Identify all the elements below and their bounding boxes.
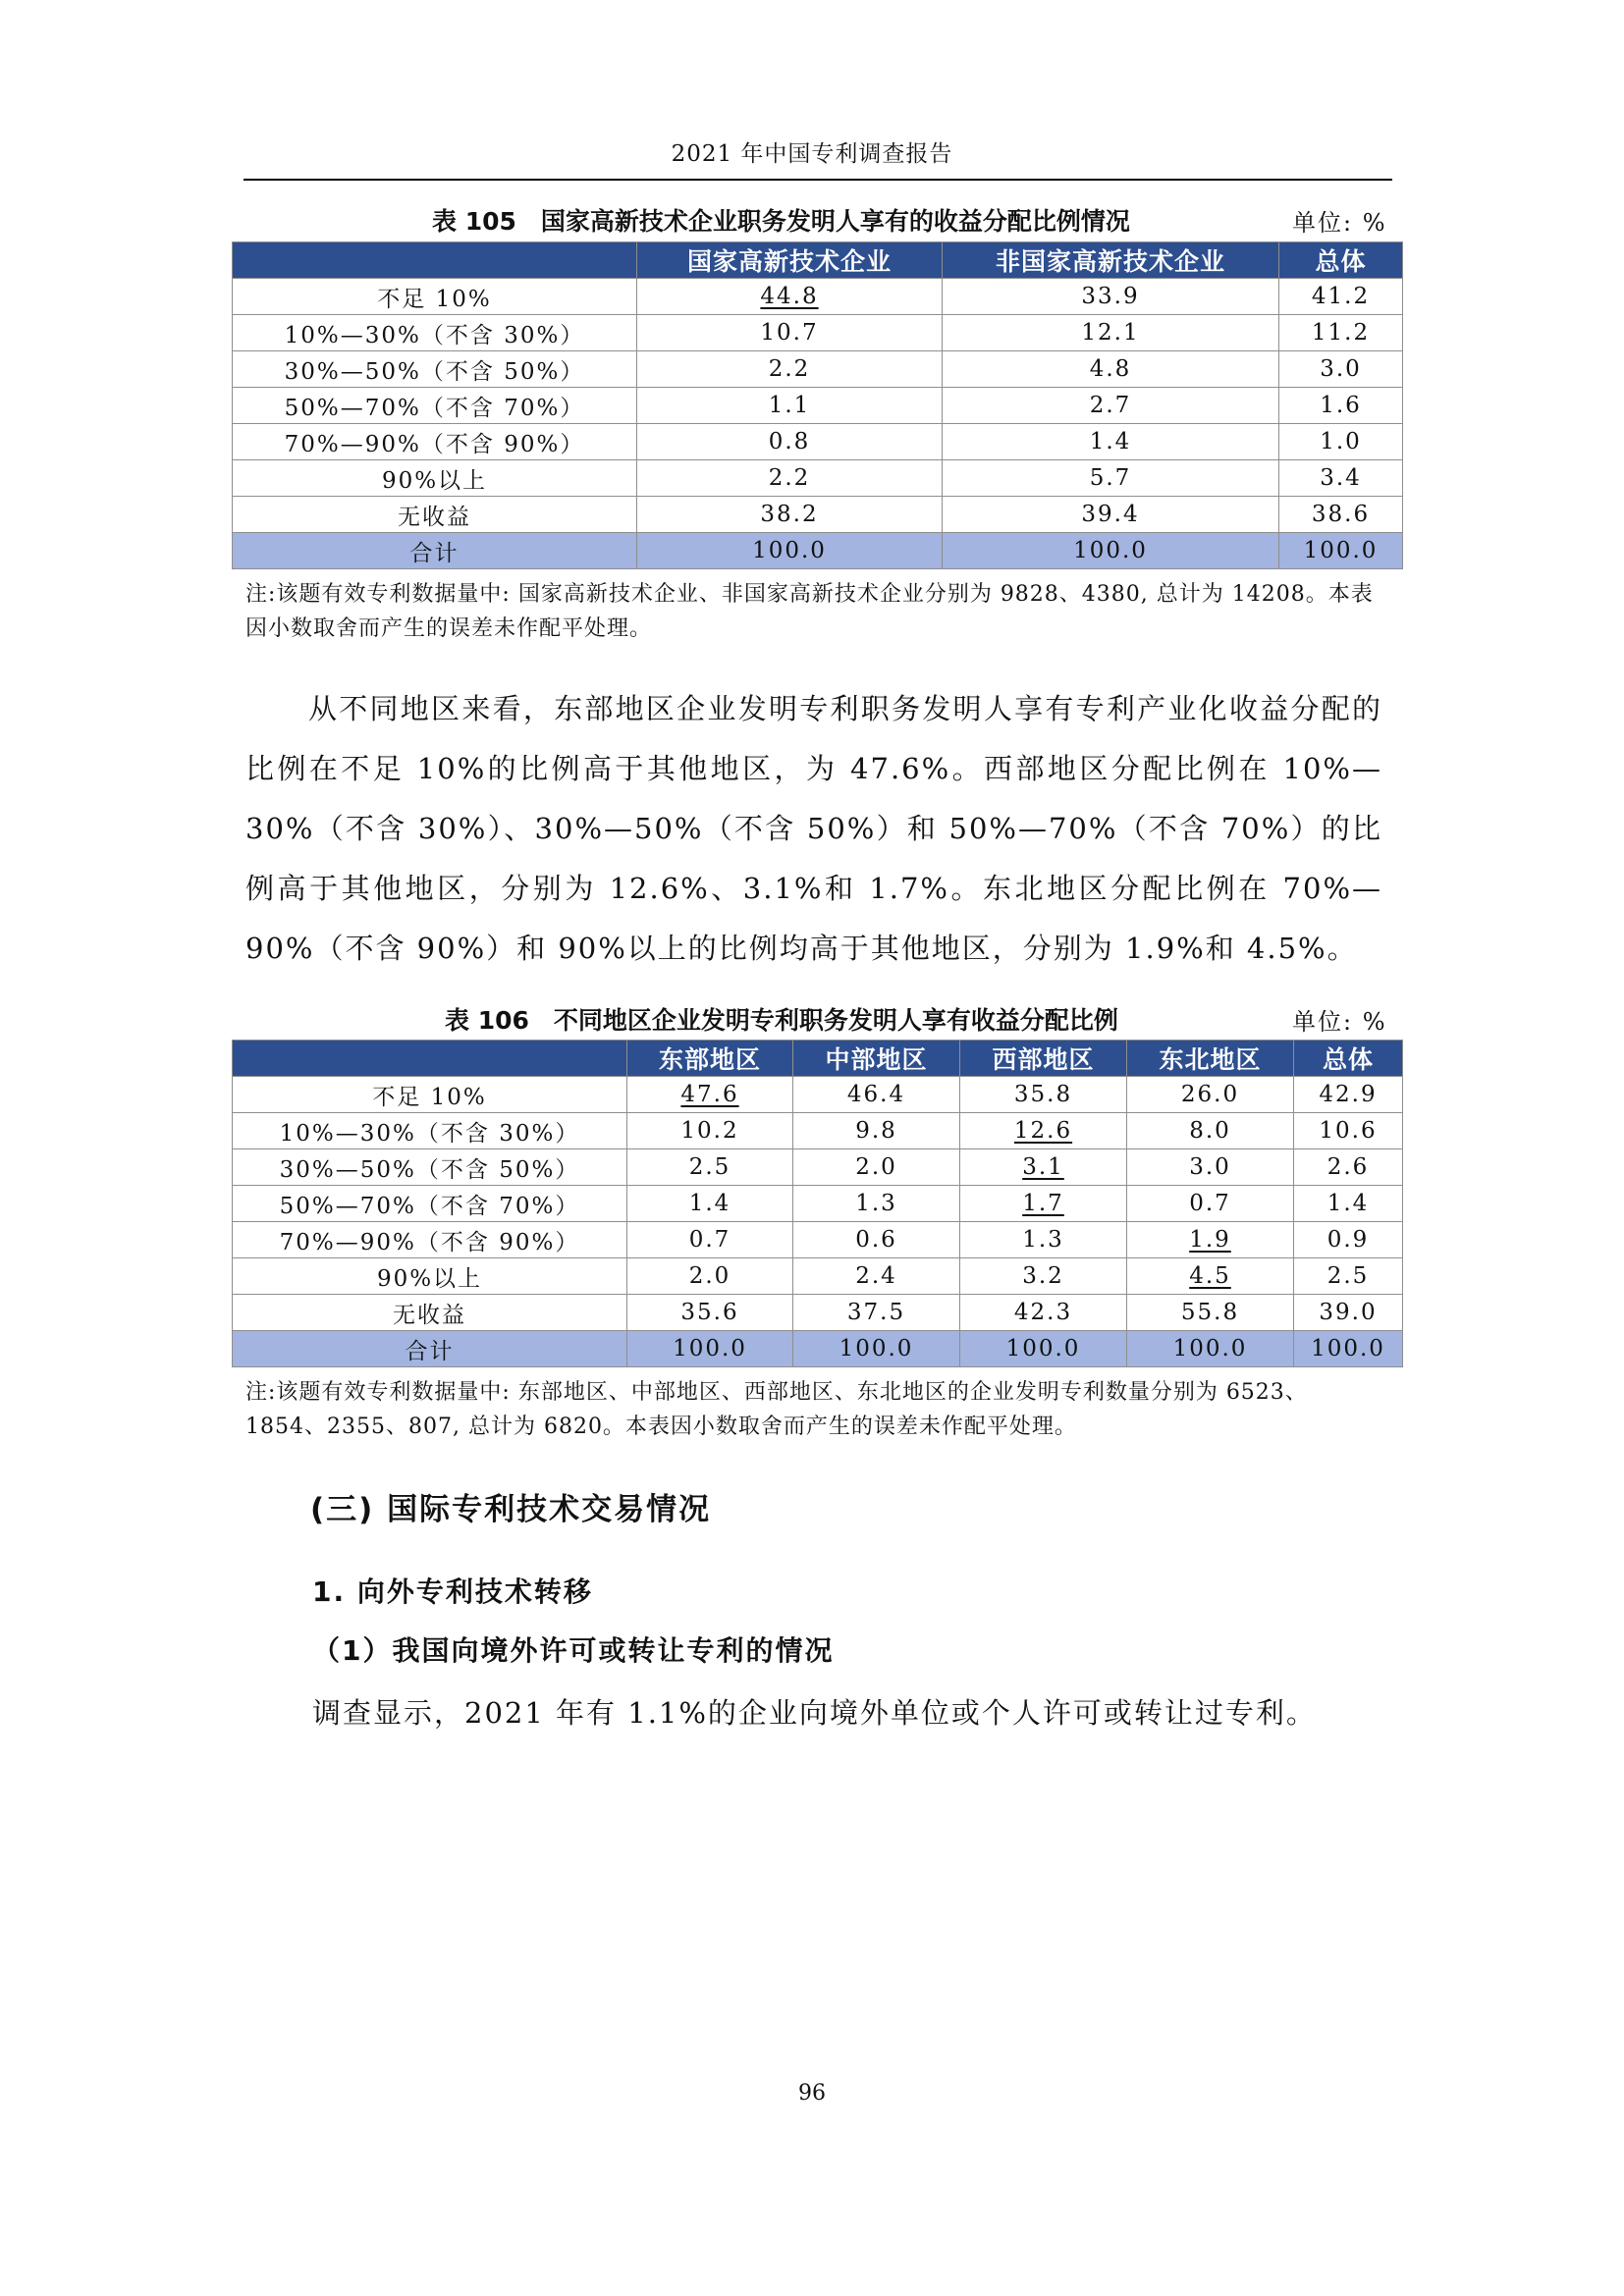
table-cell: 8.0 (1127, 1113, 1294, 1149)
table-cell: 2.6 (1294, 1149, 1403, 1186)
column-header: 非国家高新技术企业 (943, 242, 1279, 279)
table-row (233, 1258, 1403, 1295)
page-number: 96 (798, 2081, 826, 2106)
table-cell: 100.0 (627, 1331, 793, 1367)
table-cell: 0.8 (637, 424, 943, 460)
row-label: 50%—70%（不含 70%） (233, 388, 637, 424)
table-cell: 100.0 (637, 533, 943, 569)
table-row (233, 315, 1403, 351)
table-cell: 2.5 (627, 1149, 793, 1186)
table-106-unit: 单位: % (1292, 1008, 1387, 1036)
highlighted-value: 1.7 (1022, 1191, 1064, 1216)
table-cell: 33.9 (943, 279, 1279, 315)
table-header-row (233, 242, 1403, 279)
subsection-heading: 1. 向外专利技术转移 (312, 1575, 593, 1608)
table-cell: 41.2 (1279, 279, 1403, 315)
header-rule (244, 179, 1392, 181)
column-header: 西部地区 (960, 1041, 1127, 1077)
table-105-note: 注:该题有效专利数据量中: 国家高新技术企业、非国家高新技术企业分别为 9828、4380, 总计为 14208。本表因小数取舍而产生的误差未作配平处理。 (245, 582, 1374, 641)
row-label: 10%—30%（不含 30%） (233, 1113, 627, 1149)
table-cell: 1.4 (1294, 1186, 1403, 1222)
table-cell: 10.6 (1294, 1113, 1403, 1149)
table-row (233, 1113, 1403, 1149)
table-cell: 38.2 (637, 497, 943, 533)
table-cell: 100.0 (793, 1331, 960, 1367)
table-cell: 39.0 (1294, 1295, 1403, 1331)
row-label: 30%—50%（不含 50%） (233, 351, 637, 388)
table-cell: 2.2 (637, 460, 943, 497)
row-label: 70%—90%（不含 90%） (233, 1222, 627, 1258)
section-text: 调查显示，2021 年有 1.1%的企业向境外单位或个人许可或转让过专利。 (312, 1696, 1317, 1730)
row-label: 90%以上 (233, 1258, 627, 1295)
table-cell: 0.6 (793, 1222, 960, 1258)
table-105-caption: 表 105 国家高新技术企业职务发明人享有的收益分配比例情况 (432, 207, 1130, 236)
table-row (233, 1222, 1403, 1258)
table-cell: 0.9 (1294, 1222, 1403, 1258)
table-cell: 100.0 (1294, 1331, 1403, 1367)
table-cell: 9.8 (793, 1113, 960, 1149)
table-cell: 42.9 (1294, 1077, 1403, 1113)
highlighted-value: 44.8 (760, 284, 819, 309)
table-cell: 1.6 (1279, 388, 1403, 424)
column-header: 中部地区 (793, 1041, 960, 1077)
table-row (233, 351, 1403, 388)
table-cell (627, 1077, 793, 1113)
table-106-note: 注:该题有效专利数据量中: 东部地区、中部地区、西部地区、东北地区的企业发明专利数量分别为 6523、1854、2355、807, 总计为 6820。本表因小数取舍而产生的误差未作配平处理。 (245, 1380, 1308, 1439)
table-cell: 10.7 (637, 315, 943, 351)
highlighted-value: 3.1 (1022, 1154, 1064, 1180)
column-header: 总体 (1294, 1041, 1403, 1077)
highlighted-value: 4.5 (1189, 1263, 1231, 1289)
table-cell: 26.0 (1127, 1077, 1294, 1113)
table-cell (960, 1149, 1127, 1186)
table-cell: 37.5 (793, 1295, 960, 1331)
row-label: 30%—50%（不含 50%） (233, 1149, 627, 1186)
table-row (233, 1149, 1403, 1186)
row-label: 不足 10% (233, 1077, 627, 1113)
table-cell: 100.0 (1279, 533, 1403, 569)
table-cell: 100.0 (1127, 1331, 1294, 1367)
total-row (233, 1331, 1403, 1367)
table-row (233, 424, 1403, 460)
table-cell: 2.0 (627, 1258, 793, 1295)
table-row (233, 279, 1403, 315)
table-cell: 5.7 (943, 460, 1279, 497)
table-cell (1127, 1258, 1294, 1295)
table-cell: 3.4 (1279, 460, 1403, 497)
table-cell: 2.4 (793, 1258, 960, 1295)
table-cell: 1.4 (627, 1186, 793, 1222)
row-label: 合计 (233, 533, 637, 569)
table-cell: 46.4 (793, 1077, 960, 1113)
table-cell: 3.0 (1279, 351, 1403, 388)
column-header (233, 242, 637, 279)
table-cell: 35.6 (627, 1295, 793, 1331)
table-row (233, 460, 1403, 497)
table-cell (960, 1186, 1127, 1222)
table-cell: 100.0 (943, 533, 1279, 569)
table-cell: 12.1 (943, 315, 1279, 351)
column-header: 总体 (1279, 242, 1403, 279)
table-cell: 1.3 (960, 1222, 1127, 1258)
row-label: 无收益 (233, 497, 637, 533)
table-cell: 1.3 (793, 1186, 960, 1222)
row-label: 10%—30%（不含 30%） (233, 315, 637, 351)
table-row (233, 1186, 1403, 1222)
table-cell: 55.8 (1127, 1295, 1294, 1331)
table-row (233, 1077, 1403, 1113)
table-cell: 35.8 (960, 1077, 1127, 1113)
table-cell: 39.4 (943, 497, 1279, 533)
table-row (233, 1295, 1403, 1331)
table-cell: 100.0 (960, 1331, 1127, 1367)
subsubsection-heading: （1）我国向境外许可或转让专利的情况 (312, 1634, 835, 1667)
table-cell: 0.7 (1127, 1186, 1294, 1222)
column-header: 东北地区 (1127, 1041, 1294, 1077)
table-cell: 2.5 (1294, 1258, 1403, 1295)
column-header: 东部地区 (627, 1041, 793, 1077)
table-cell: 10.2 (627, 1113, 793, 1149)
row-label: 70%—90%（不含 90%） (233, 424, 637, 460)
table-106 (232, 1040, 1403, 1367)
table-cell: 1.0 (1279, 424, 1403, 460)
table-cell: 11.2 (1279, 315, 1403, 351)
table-header-row (233, 1041, 1403, 1077)
table-cell: 42.3 (960, 1295, 1127, 1331)
table-row (233, 388, 1403, 424)
row-label: 90%以上 (233, 460, 637, 497)
section-heading: (三) 国际专利技术交易情况 (310, 1492, 712, 1527)
page-header: 2021 年中国专利调查报告 (671, 141, 953, 167)
row-label: 合计 (233, 1331, 627, 1367)
table-cell: 3.0 (1127, 1149, 1294, 1186)
table-row (233, 497, 1403, 533)
table-cell: 2.7 (943, 388, 1279, 424)
table-cell: 0.7 (627, 1222, 793, 1258)
table-cell: 4.8 (943, 351, 1279, 388)
table-cell (637, 279, 943, 315)
table-cell: 38.6 (1279, 497, 1403, 533)
body-paragraph: 从不同地区来看，东部地区企业发明专利职务发明人享有专利产业化收益分配的比例在不足 10%的比例高于其他地区，为 47.6%。西部地区分配比例在 10%—30%（不含 30%）、30%—50%（不含 50%）和 50%—70%（不含 70%）的比例高于其他地区，分别为 12.6%、3.1%和 1.7%。东北地区分配比例在 70%—90%（不含 90%）和 90%以上的比例均高于其他地区，分别为 1.9%和 4.5%。 (245, 692, 1382, 965)
row-label: 无收益 (233, 1295, 627, 1331)
table-cell (960, 1113, 1127, 1149)
row-label: 50%—70%（不含 70%） (233, 1186, 627, 1222)
highlighted-value: 1.9 (1189, 1227, 1231, 1253)
table-106-caption: 表 106 不同地区企业发明专利职务发明人享有收益分配比例 (445, 1006, 1118, 1035)
highlighted-value: 12.6 (1013, 1118, 1073, 1144)
column-header: 国家高新技术企业 (637, 242, 943, 279)
highlighted-value: 47.6 (680, 1082, 739, 1107)
row-label: 不足 10% (233, 279, 637, 315)
total-row (233, 533, 1403, 569)
table-cell: 2.2 (637, 351, 943, 388)
table-cell: 1.4 (943, 424, 1279, 460)
table-105-unit: 单位: % (1292, 209, 1387, 237)
table-cell: 3.2 (960, 1258, 1127, 1295)
table-105 (232, 241, 1403, 569)
table-cell (1127, 1222, 1294, 1258)
column-header (233, 1041, 627, 1077)
table-cell: 2.0 (793, 1149, 960, 1186)
table-cell: 1.1 (637, 388, 943, 424)
